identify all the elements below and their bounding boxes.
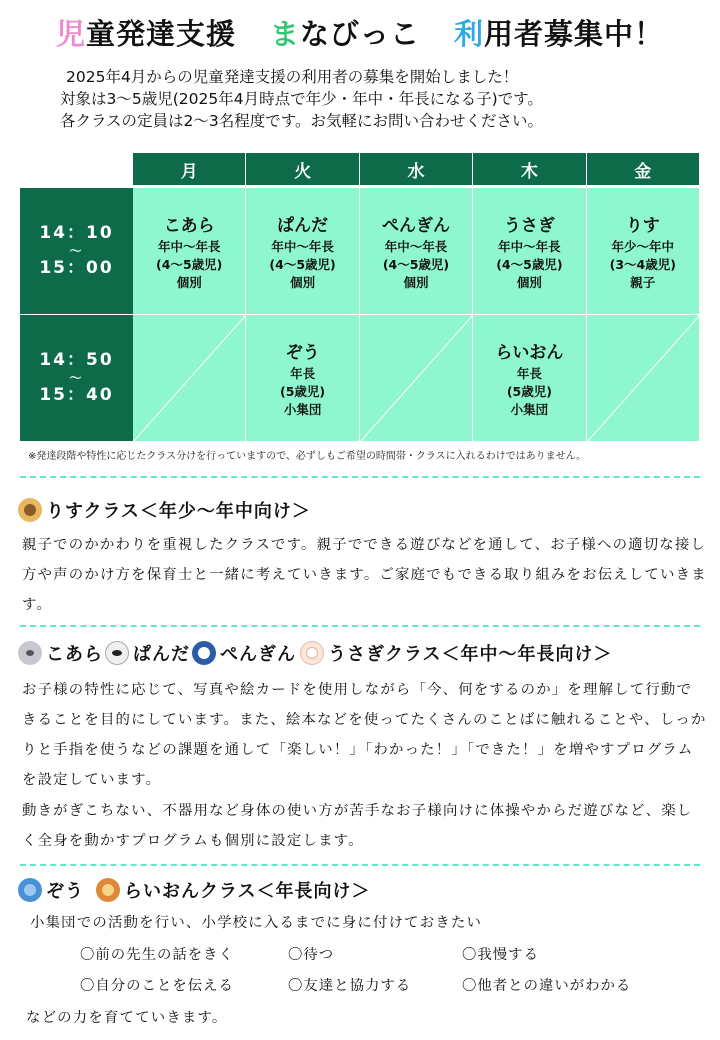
- diagonal-line: [587, 315, 700, 442]
- section-heading-text: ぱんだ: [133, 644, 190, 665]
- class-format: 小集団: [283, 401, 322, 417]
- day-header-fri: 金: [587, 153, 700, 185]
- class-name: ぺんぎん: [381, 215, 450, 236]
- day-header-wed: 水: [360, 153, 473, 185]
- class-grade: 年中～年長: [384, 238, 448, 254]
- skill-item: 〇我慢する: [462, 947, 539, 963]
- class-name: りす: [625, 215, 660, 236]
- class-cell-panda: [246, 188, 359, 315]
- class-grade: 年中～年長: [271, 238, 334, 254]
- day-header-row: [133, 153, 700, 185]
- intro-text: [60, 66, 700, 132]
- squirrel-icon: [18, 498, 42, 522]
- section-heading-squirrel: [18, 497, 311, 523]
- intro-line: 2025年4月からの児童発達支援の利用者の募集を開始しました！: [66, 68, 519, 86]
- title-text-2: なびっこ: [300, 17, 421, 51]
- skill-item: 〇待つ: [288, 947, 335, 963]
- skill-item: 〇自分のことを伝える: [80, 978, 234, 994]
- class-cell-penguin: [360, 188, 473, 315]
- class-age: (4～5歳児): [496, 256, 563, 272]
- section-body: 親子でのかかわりを重視したクラスです。親子でできる遊びなどを通して、お子様への適切な接し方や声のかけ方を保育士と一緒に考えていきます。ご家庭でもできる取り組みをお伝えしていきます。: [22, 537, 707, 613]
- class-grade: 年中～年長: [157, 238, 221, 254]
- section-body: 動きがぎこちない、不器用など身体の使い方が苦手なお子様向けに体操やからだ遊びなど、楽しく全身を動かすプログラムも個別に設定します。: [22, 803, 693, 849]
- class-name: ぞう: [285, 342, 320, 363]
- class-name: ぱんだ: [277, 215, 329, 236]
- divider: [20, 476, 700, 478]
- elephant-icon: [18, 878, 42, 902]
- class-grade: 年長: [516, 365, 542, 381]
- class-cell-squirrel: [587, 188, 700, 315]
- diagonal-line: [133, 315, 246, 442]
- class-grade: 年中～年長: [498, 238, 561, 254]
- penguin-icon: [192, 641, 216, 665]
- class-format: 個別: [516, 274, 542, 290]
- section-heading-text: らいおんクラス＜年長向け＞: [124, 881, 371, 902]
- diagonal-line: [360, 315, 473, 442]
- class-format: 個別: [290, 274, 316, 290]
- time-end: 15：40: [39, 385, 114, 405]
- class-format: 個別: [403, 274, 429, 290]
- class-age: (5歳児): [280, 383, 326, 399]
- title-text-1: 童発達支援: [85, 17, 236, 51]
- class-cell-rabbit: [473, 188, 586, 315]
- skill-item: 〇他者との違いがわかる: [462, 978, 632, 994]
- section-heading-text: りすクラス＜年少～年中向け＞: [46, 501, 311, 522]
- empty-cell-mon: [133, 315, 246, 442]
- class-name: うさぎ: [503, 215, 555, 236]
- time-slot-1: [20, 188, 133, 314]
- intro-line: 対象は3～5歳児(2025年4月時点で年少・年中・年長になる子)です。: [60, 90, 543, 108]
- time-start: 14：50: [39, 350, 114, 370]
- empty-cell-wed: [360, 315, 473, 442]
- section-lead: 小集団での活動を行い、小学校に入るまでに身に付けておきたい: [30, 915, 483, 931]
- class-age: (3～4歳児): [609, 256, 676, 272]
- panda-icon: [105, 641, 129, 665]
- day-header-tue: 火: [246, 153, 359, 185]
- koala-icon: [18, 641, 42, 665]
- class-age: (4～5歳児): [269, 256, 336, 272]
- class-cell-koala: [133, 188, 246, 315]
- divider: [20, 625, 700, 627]
- section-heading-text: うさぎクラス＜年中～年長向け＞: [328, 644, 613, 665]
- intro-line: 各クラスの定員は2～3名程度です。お気軽にお問い合わせください。: [60, 112, 544, 130]
- section-body: お子様の特性に応じて、写真や絵カードを使用しながら「今、何をするのか」を理解して行動できることを目的にしています。また、絵本などを使ってたくさんのことばに触れることや、しっかりと手指を使うなどの課題を通して「楽しい！」「わかった！」「できた！」を増やすプログラムを設定しています。: [22, 682, 707, 788]
- section-heading-text: ぞう: [46, 881, 84, 902]
- section-heading-text: こあら: [46, 644, 103, 665]
- class-name: こあら: [163, 215, 215, 236]
- section-heading-text: ぺんぎん: [220, 644, 296, 665]
- section-heading-koala-panda-penguin-rabbit: [18, 640, 612, 666]
- empty-cell-fri: [587, 315, 700, 442]
- class-age: (4～5歳児): [156, 256, 223, 272]
- class-cell-lion: [473, 315, 586, 442]
- class-name: らいおん: [495, 342, 564, 363]
- class-format: 親子: [630, 274, 656, 290]
- title-text-3: 用者募集中！: [484, 17, 665, 51]
- class-age: (4～5歳児): [382, 256, 450, 272]
- class-age: (5歳児): [506, 383, 552, 399]
- lion-icon: [96, 878, 120, 902]
- class-format: 小集団: [510, 401, 549, 417]
- section-closing: などの力を育てていきます。: [26, 1010, 228, 1026]
- time-sep: ～: [69, 244, 84, 258]
- time-end: 15：00: [39, 258, 114, 278]
- schedule-note: ※発達段階や特性に応じたクラス分けを行っていますので、必ずしもご希望の時間帯・クラスに入れるわけではありません。: [28, 451, 587, 462]
- day-header-thu: 木: [473, 153, 586, 185]
- title-char-ri: 利: [454, 17, 485, 51]
- skill-item: 〇友達と協力する: [288, 978, 412, 994]
- page-title: [0, 12, 720, 53]
- title-char-ji: 児: [55, 17, 86, 51]
- title-char-ma: ま: [269, 17, 300, 51]
- section-heading-elephant-lion: [18, 877, 370, 903]
- class-grade: 年長: [290, 365, 316, 381]
- divider: [20, 864, 700, 866]
- time-sep: ～: [69, 371, 84, 385]
- rabbit-icon: [300, 641, 324, 665]
- skill-item: 〇前の先生の話をきく: [80, 947, 234, 963]
- day-header-mon: 月: [133, 153, 246, 185]
- class-grade: 年少～年中: [611, 238, 675, 254]
- class-format: 個別: [176, 274, 202, 290]
- class-cell-elephant: [246, 315, 359, 442]
- time-start: 14：10: [39, 223, 114, 243]
- time-slot-2: [20, 315, 133, 441]
